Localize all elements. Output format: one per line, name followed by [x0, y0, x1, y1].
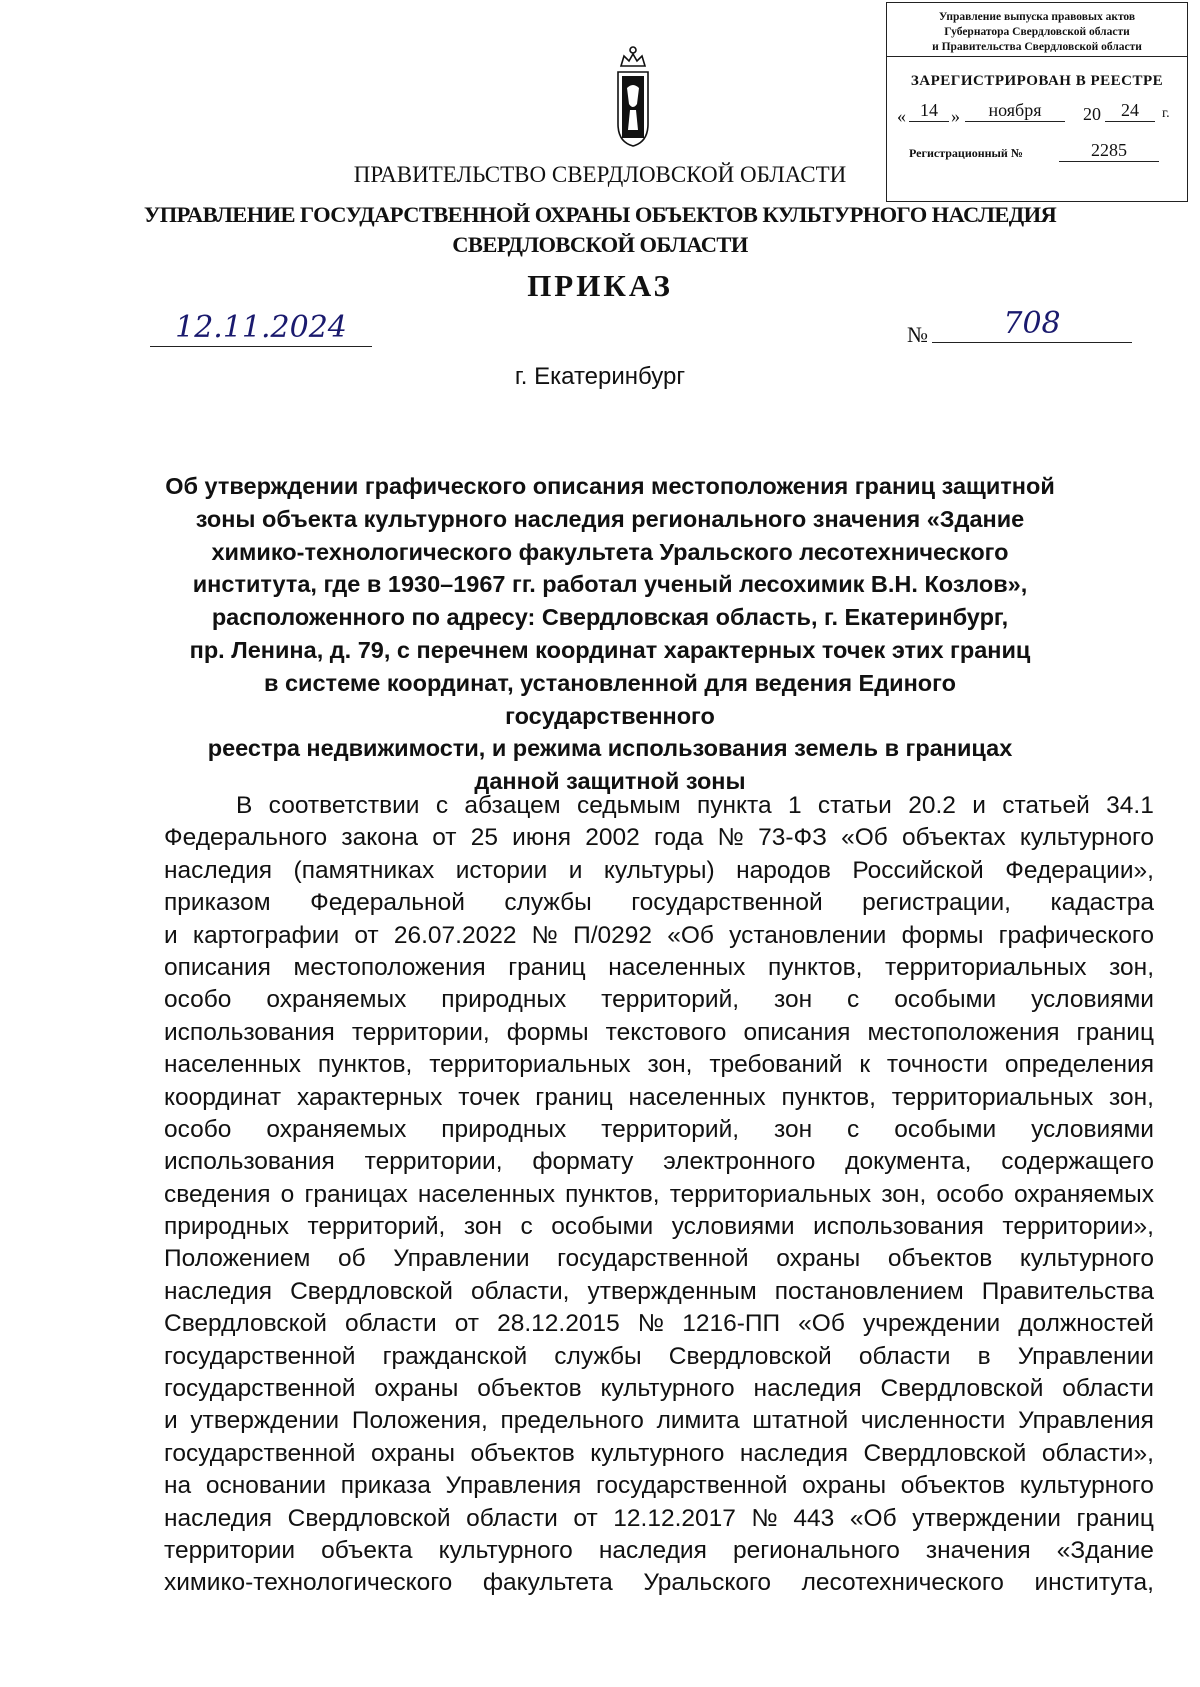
body-word: значения	[925, 1536, 1031, 1564]
body-word: соответствии	[268, 792, 420, 819]
body-word: территорий,	[601, 1115, 740, 1143]
body-word: территориальных	[429, 1051, 631, 1079]
body-word: института,	[1034, 1569, 1154, 1597]
body-word: государственной	[164, 1439, 356, 1467]
title-line: данной защитной зоны	[474, 768, 746, 795]
handwritten-date: 12.11.2024	[150, 310, 372, 347]
body-word: пункта	[696, 792, 772, 819]
body-word: абзацем	[464, 792, 561, 819]
body-word: от	[573, 1504, 598, 1532]
body-word: штатной	[752, 1407, 849, 1435]
body-word: охраняемых	[266, 986, 407, 1014]
body-word: Свердловской	[290, 1277, 453, 1305]
body-word: особыми	[894, 1115, 997, 1143]
body-word: культуры)	[603, 856, 715, 884]
government-name: ПРАВИТЕЛЬСТВО СВЕРДЛОВСКОЙ ОБЛАСТИ	[353, 162, 847, 187]
body-word: 25	[470, 824, 498, 852]
body-word: наследия	[753, 1375, 862, 1403]
body-word: государственной	[595, 1472, 788, 1500]
body-word: Российской	[852, 856, 984, 884]
body-word: Положением	[164, 1245, 311, 1273]
body-word: особо	[936, 1180, 1004, 1208]
body-word: формы	[901, 921, 984, 949]
body-word: местоположения	[867, 1018, 1060, 1046]
body-word: условиями	[1031, 1115, 1154, 1143]
stamp-number-label: Регистрационный №	[909, 146, 1023, 160]
body-word: использования	[164, 1018, 335, 1046]
stamp-registered-label: ЗАРЕГИСТРИРОВАН В РЕЕСТРЕ	[910, 73, 1164, 89]
body-word: местоположения	[293, 953, 486, 981]
body-word: 2002	[585, 824, 640, 852]
body-word: Свердловской	[880, 1375, 1044, 1403]
body-word: точек	[458, 1083, 520, 1111]
body-line	[164, 1535, 1154, 1567]
document-type: ПРИКАЗ	[527, 268, 673, 303]
body-word: координат	[164, 1083, 282, 1111]
stamp-close-quote: »	[951, 106, 960, 126]
body-word: наследия	[164, 1277, 273, 1305]
body-line	[164, 1308, 1154, 1340]
body-word: В	[236, 792, 253, 819]
body-word: культурного	[1019, 1245, 1154, 1273]
body-word: «Об	[849, 1504, 897, 1532]
body-word: от	[432, 824, 457, 852]
body-word: гражданской	[382, 1342, 528, 1370]
body-word: территориальных	[891, 1083, 1094, 1111]
body-word: лесотехнического	[801, 1569, 1004, 1597]
body-word: пунктов,	[565, 1180, 660, 1208]
body-word: и	[972, 792, 986, 819]
body-line	[164, 790, 1154, 822]
body-word: особо	[164, 986, 232, 1014]
body-word: Правительства	[981, 1277, 1154, 1305]
body-word: пунктов,	[781, 1083, 876, 1111]
title-line: пр. Ленина, д. 79, с перечнем координат характерных точек этих границ	[189, 636, 1031, 663]
body-word: границ	[1076, 1018, 1154, 1046]
body-word: особыми	[894, 986, 997, 1014]
body-line	[164, 1470, 1154, 1502]
body-word: регистрации,	[862, 889, 1011, 917]
body-word: использования	[164, 1148, 335, 1176]
order-number-label: №	[907, 322, 928, 347]
body-word: территорий,	[307, 1213, 446, 1241]
body-word: народов	[736, 856, 831, 884]
body-word: наследия	[164, 856, 273, 884]
body-word: охраны	[374, 1375, 459, 1403]
body-word: Управлении	[1017, 1342, 1154, 1370]
stamp-header	[887, 3, 1187, 57]
body-word: характерных	[296, 1083, 443, 1111]
body-line	[164, 1438, 1154, 1470]
body-word: государственной	[164, 1342, 356, 1370]
body-word: №	[717, 824, 744, 852]
body-word: утвержденным	[587, 1277, 757, 1305]
body-word: границ	[508, 953, 586, 981]
body-word: особо	[164, 1115, 232, 1143]
body-line	[164, 887, 1154, 919]
body-word: культурного	[438, 1536, 573, 1564]
body-word: статьей	[1002, 792, 1090, 819]
body-word: 20.2	[908, 792, 956, 819]
body-word: Федеральной	[310, 889, 465, 917]
body-word: объектов	[887, 1245, 993, 1273]
department-name-line: УПРАВЛЕНИЕ ГОСУДАРСТВЕННОЙ ОХРАНЫ ОБЪЕКТОВ КУЛЬТУРНОГО НАСЛЕДИЯ	[143, 202, 1057, 227]
body-word: к	[859, 1051, 871, 1079]
body-line	[164, 1211, 1154, 1243]
body-word: зон	[463, 1213, 502, 1241]
body-word: «Об	[798, 1310, 845, 1338]
body-word: территории,	[351, 1018, 490, 1046]
body-word: области	[858, 1342, 951, 1370]
body-word: культурного	[600, 1375, 735, 1403]
body-line	[164, 984, 1154, 1016]
body-word: (памятниках	[293, 856, 435, 884]
body-word: картографии	[192, 921, 340, 949]
body-word: объектов	[477, 1375, 582, 1403]
body-line	[164, 952, 1154, 984]
body-word: культурного	[590, 1439, 725, 1467]
body-word: описания	[164, 953, 271, 981]
body-word: описания	[743, 1018, 851, 1046]
city-name: г. Екатеринбург	[514, 363, 686, 390]
order-title	[160, 470, 1060, 798]
title-line: в системе координат, установленной для ведения Единого государственного	[264, 669, 956, 729]
body-word: учреждении	[862, 1310, 1001, 1338]
body-word: области	[345, 1310, 437, 1338]
body-word: наследия	[739, 1439, 848, 1467]
body-word: охраны	[776, 1245, 861, 1273]
body-word: от	[454, 1310, 480, 1338]
body-word: с	[520, 1213, 533, 1241]
body-word: использования	[813, 1213, 984, 1241]
body-line	[164, 1341, 1154, 1373]
body-word: о	[280, 1180, 295, 1208]
body-word: статьи	[817, 792, 892, 819]
body-word: Федерации»,	[1005, 856, 1154, 884]
body-word: №	[637, 1310, 665, 1338]
body-line	[164, 1276, 1154, 1308]
body-word: охраняемых	[266, 1115, 407, 1143]
body-word: «Об	[667, 921, 714, 949]
title-line: реестра недвижимости, и режима использования земель в границах	[207, 735, 1013, 762]
body-word: условиями	[671, 1213, 795, 1241]
body-word: об	[337, 1245, 366, 1273]
body-word: государственной	[631, 889, 823, 917]
body-word: особыми	[551, 1213, 654, 1241]
body-word: постановлением	[774, 1277, 964, 1305]
body-word: приказом	[164, 889, 271, 917]
body-word: кадастра	[1050, 889, 1154, 917]
body-word: Управления	[1018, 1407, 1154, 1435]
body-word: от	[354, 921, 379, 949]
body-word: документа,	[845, 1148, 972, 1176]
body-word: охраны	[802, 1472, 887, 1500]
body-word: с	[847, 986, 860, 1014]
body-word: содержащего	[1001, 1148, 1154, 1176]
coat-of-arms-emblem	[608, 44, 658, 148]
body-word: текстового	[605, 1018, 727, 1046]
body-word: объектов	[470, 1439, 575, 1467]
body-line	[164, 1243, 1154, 1275]
body-word: населенных	[628, 1083, 766, 1111]
body-word: государственной	[557, 1245, 749, 1273]
body-line	[164, 1179, 1154, 1211]
body-word: Федерального	[164, 824, 328, 852]
body-word: и	[568, 856, 583, 884]
body-word: №	[751, 1504, 778, 1532]
body-word: Свердловской	[164, 1310, 327, 1338]
stamp-year-suffix: 24	[1105, 100, 1155, 122]
body-line	[164, 1567, 1154, 1599]
stamp-header-line: Управление выпуска правовых актов	[938, 11, 1136, 23]
body-word: на	[164, 1472, 192, 1500]
body-word: формату	[532, 1148, 634, 1176]
body-word: 28.12.2015	[497, 1310, 620, 1338]
body-word: и	[164, 921, 178, 949]
body-word: 1	[787, 792, 802, 819]
body-word: государственной	[164, 1375, 356, 1403]
body-word: природных	[441, 1115, 567, 1143]
body-word: Свердловской	[668, 1342, 832, 1370]
body-word: 443	[793, 1504, 835, 1532]
body-word: утверждении	[190, 1407, 340, 1435]
body-word: основании	[205, 1472, 327, 1500]
stamp-number-value: 2285	[1059, 140, 1159, 162]
body-word: природных	[441, 986, 567, 1014]
department-name-line: СВЕРДЛОВСКОЙ ОБЛАСТИ	[452, 232, 748, 257]
body-word: 34.1	[1106, 792, 1154, 819]
body-word: службы	[504, 889, 592, 917]
body-word: наследия	[598, 1536, 707, 1564]
body-word: области»,	[1041, 1439, 1154, 1467]
body-word: химико-технологического	[164, 1569, 453, 1597]
body-word: закона	[341, 824, 418, 852]
body-word: области	[466, 1504, 558, 1532]
body-word: с	[847, 1115, 860, 1143]
body-line	[164, 1146, 1154, 1178]
title-line: Об утверждении графического описания местоположения границ защитной	[165, 473, 1055, 499]
body-word: лимита	[656, 1407, 740, 1435]
body-line	[164, 1373, 1154, 1405]
body-line	[164, 1049, 1154, 1081]
body-word: 73-ФЗ	[758, 824, 827, 852]
body-word: области	[1062, 1375, 1154, 1403]
body-word: территорий,	[601, 986, 740, 1014]
body-line	[164, 1503, 1154, 1535]
body-word: зон,	[1109, 1083, 1154, 1111]
body-word: территории	[164, 1536, 296, 1564]
body-word: года	[653, 824, 704, 852]
body-word: и	[164, 1407, 178, 1435]
body-word: пунктов,	[317, 1051, 413, 1079]
body-line	[164, 1114, 1154, 1146]
body-word: №	[531, 921, 558, 949]
body-word: границах	[304, 1180, 408, 1208]
body-word: Управлении	[393, 1245, 530, 1273]
body-word: факультета	[482, 1569, 613, 1597]
body-word: зон	[773, 1115, 813, 1143]
body-word: П/0292	[573, 921, 653, 949]
body-word: июня	[512, 824, 572, 852]
body-word: Уральского	[643, 1569, 772, 1597]
body-word: установлении	[729, 921, 887, 949]
body-word: охраны	[370, 1439, 455, 1467]
body-word: графического	[998, 921, 1154, 949]
body-word: электронного	[663, 1148, 816, 1176]
title-line: расположенного по адресу: Свердловская область, г. Екатеринбург,	[211, 604, 1009, 631]
order-body-paragraph	[164, 790, 1154, 1600]
body-word: зон,	[647, 1051, 693, 1079]
body-word: с	[435, 792, 449, 819]
stamp-header-line: и Правительства Свердловской области	[932, 41, 1142, 53]
body-word: 1216-ПП	[682, 1310, 781, 1338]
body-word: определения	[1004, 1051, 1154, 1079]
body-word: территориальных	[669, 1180, 872, 1208]
body-word: природных	[164, 1213, 289, 1241]
body-word: формы	[506, 1018, 589, 1046]
body-word: объекта	[321, 1536, 413, 1564]
body-word: службы	[554, 1342, 642, 1370]
body-word: должностей	[1018, 1310, 1154, 1338]
body-word: населенных	[164, 1051, 302, 1079]
body-word: границ	[1076, 1504, 1154, 1532]
body-word: зон,	[881, 1180, 927, 1208]
body-word: культурного	[1019, 1472, 1154, 1500]
body-word: культурного	[1019, 824, 1154, 852]
body-word: населенных	[608, 953, 746, 981]
body-word: сведения	[164, 1180, 271, 1208]
body-word: территории,	[364, 1148, 503, 1176]
body-word: седьмым	[576, 792, 681, 819]
body-word: утверждении	[912, 1504, 1061, 1532]
body-word: 26.07.2022	[393, 921, 517, 949]
body-word: Свердловской	[863, 1439, 1027, 1467]
stamp-year-unit: г.	[1162, 106, 1170, 121]
body-word: в	[977, 1342, 991, 1370]
body-word: предельного	[500, 1407, 644, 1435]
body-word: 12.12.2017	[613, 1504, 736, 1532]
title-line: химико-технологического факультета Уральского лесотехнического	[211, 538, 1009, 565]
body-word: наследия	[164, 1504, 273, 1532]
body-word: зон,	[1109, 953, 1154, 981]
body-word: охраняемых	[1014, 1180, 1154, 1208]
body-word: населенных	[417, 1180, 555, 1208]
body-word: «Здание	[1056, 1536, 1154, 1564]
title-line: зоны объекта культурного наследия регионального значения «Здание	[195, 505, 1025, 532]
body-line	[164, 1082, 1154, 1114]
body-word: «Об	[841, 824, 888, 852]
body-word: объектах	[902, 824, 1006, 852]
stamp-date	[887, 100, 1187, 132]
body-line	[164, 1017, 1154, 1049]
body-word: условиями	[1031, 986, 1154, 1014]
body-word: территории»,	[1002, 1213, 1154, 1241]
stamp-date-day: 14	[909, 100, 949, 122]
body-word: зон	[773, 986, 813, 1014]
stamp-date-month: ноября	[965, 100, 1065, 122]
body-word: пунктов,	[767, 953, 863, 981]
body-word: Свердловской	[287, 1504, 451, 1532]
body-word: требований	[709, 1051, 843, 1079]
body-word: Положения,	[351, 1407, 488, 1435]
body-word: истории	[455, 856, 548, 884]
body-word: численности	[860, 1407, 1006, 1435]
body-line	[164, 855, 1154, 887]
title-line: института, где в 1930–1967 гг. работал ученый лесохимик В.Н. Козлов»,	[192, 571, 1028, 598]
body-line	[164, 1405, 1154, 1437]
stamp-header-line: Губернатора Свердловской области	[944, 26, 1130, 38]
stamp-year-prefix: 20	[1083, 104, 1101, 124]
body-word: регионального	[732, 1536, 900, 1564]
stamp-open-quote: «	[897, 106, 906, 126]
body-word: границ	[535, 1083, 613, 1111]
body-word: Управления	[445, 1472, 582, 1500]
body-word: приказа	[340, 1472, 431, 1500]
body-line	[164, 920, 1154, 952]
body-line	[164, 822, 1154, 854]
body-word: точности	[886, 1051, 989, 1079]
department-name	[0, 200, 1200, 260]
body-word: объектов	[900, 1472, 1006, 1500]
handwritten-order-number: 708	[932, 306, 1132, 343]
body-word: территориальных	[885, 953, 1087, 981]
body-word: области,	[471, 1277, 570, 1305]
